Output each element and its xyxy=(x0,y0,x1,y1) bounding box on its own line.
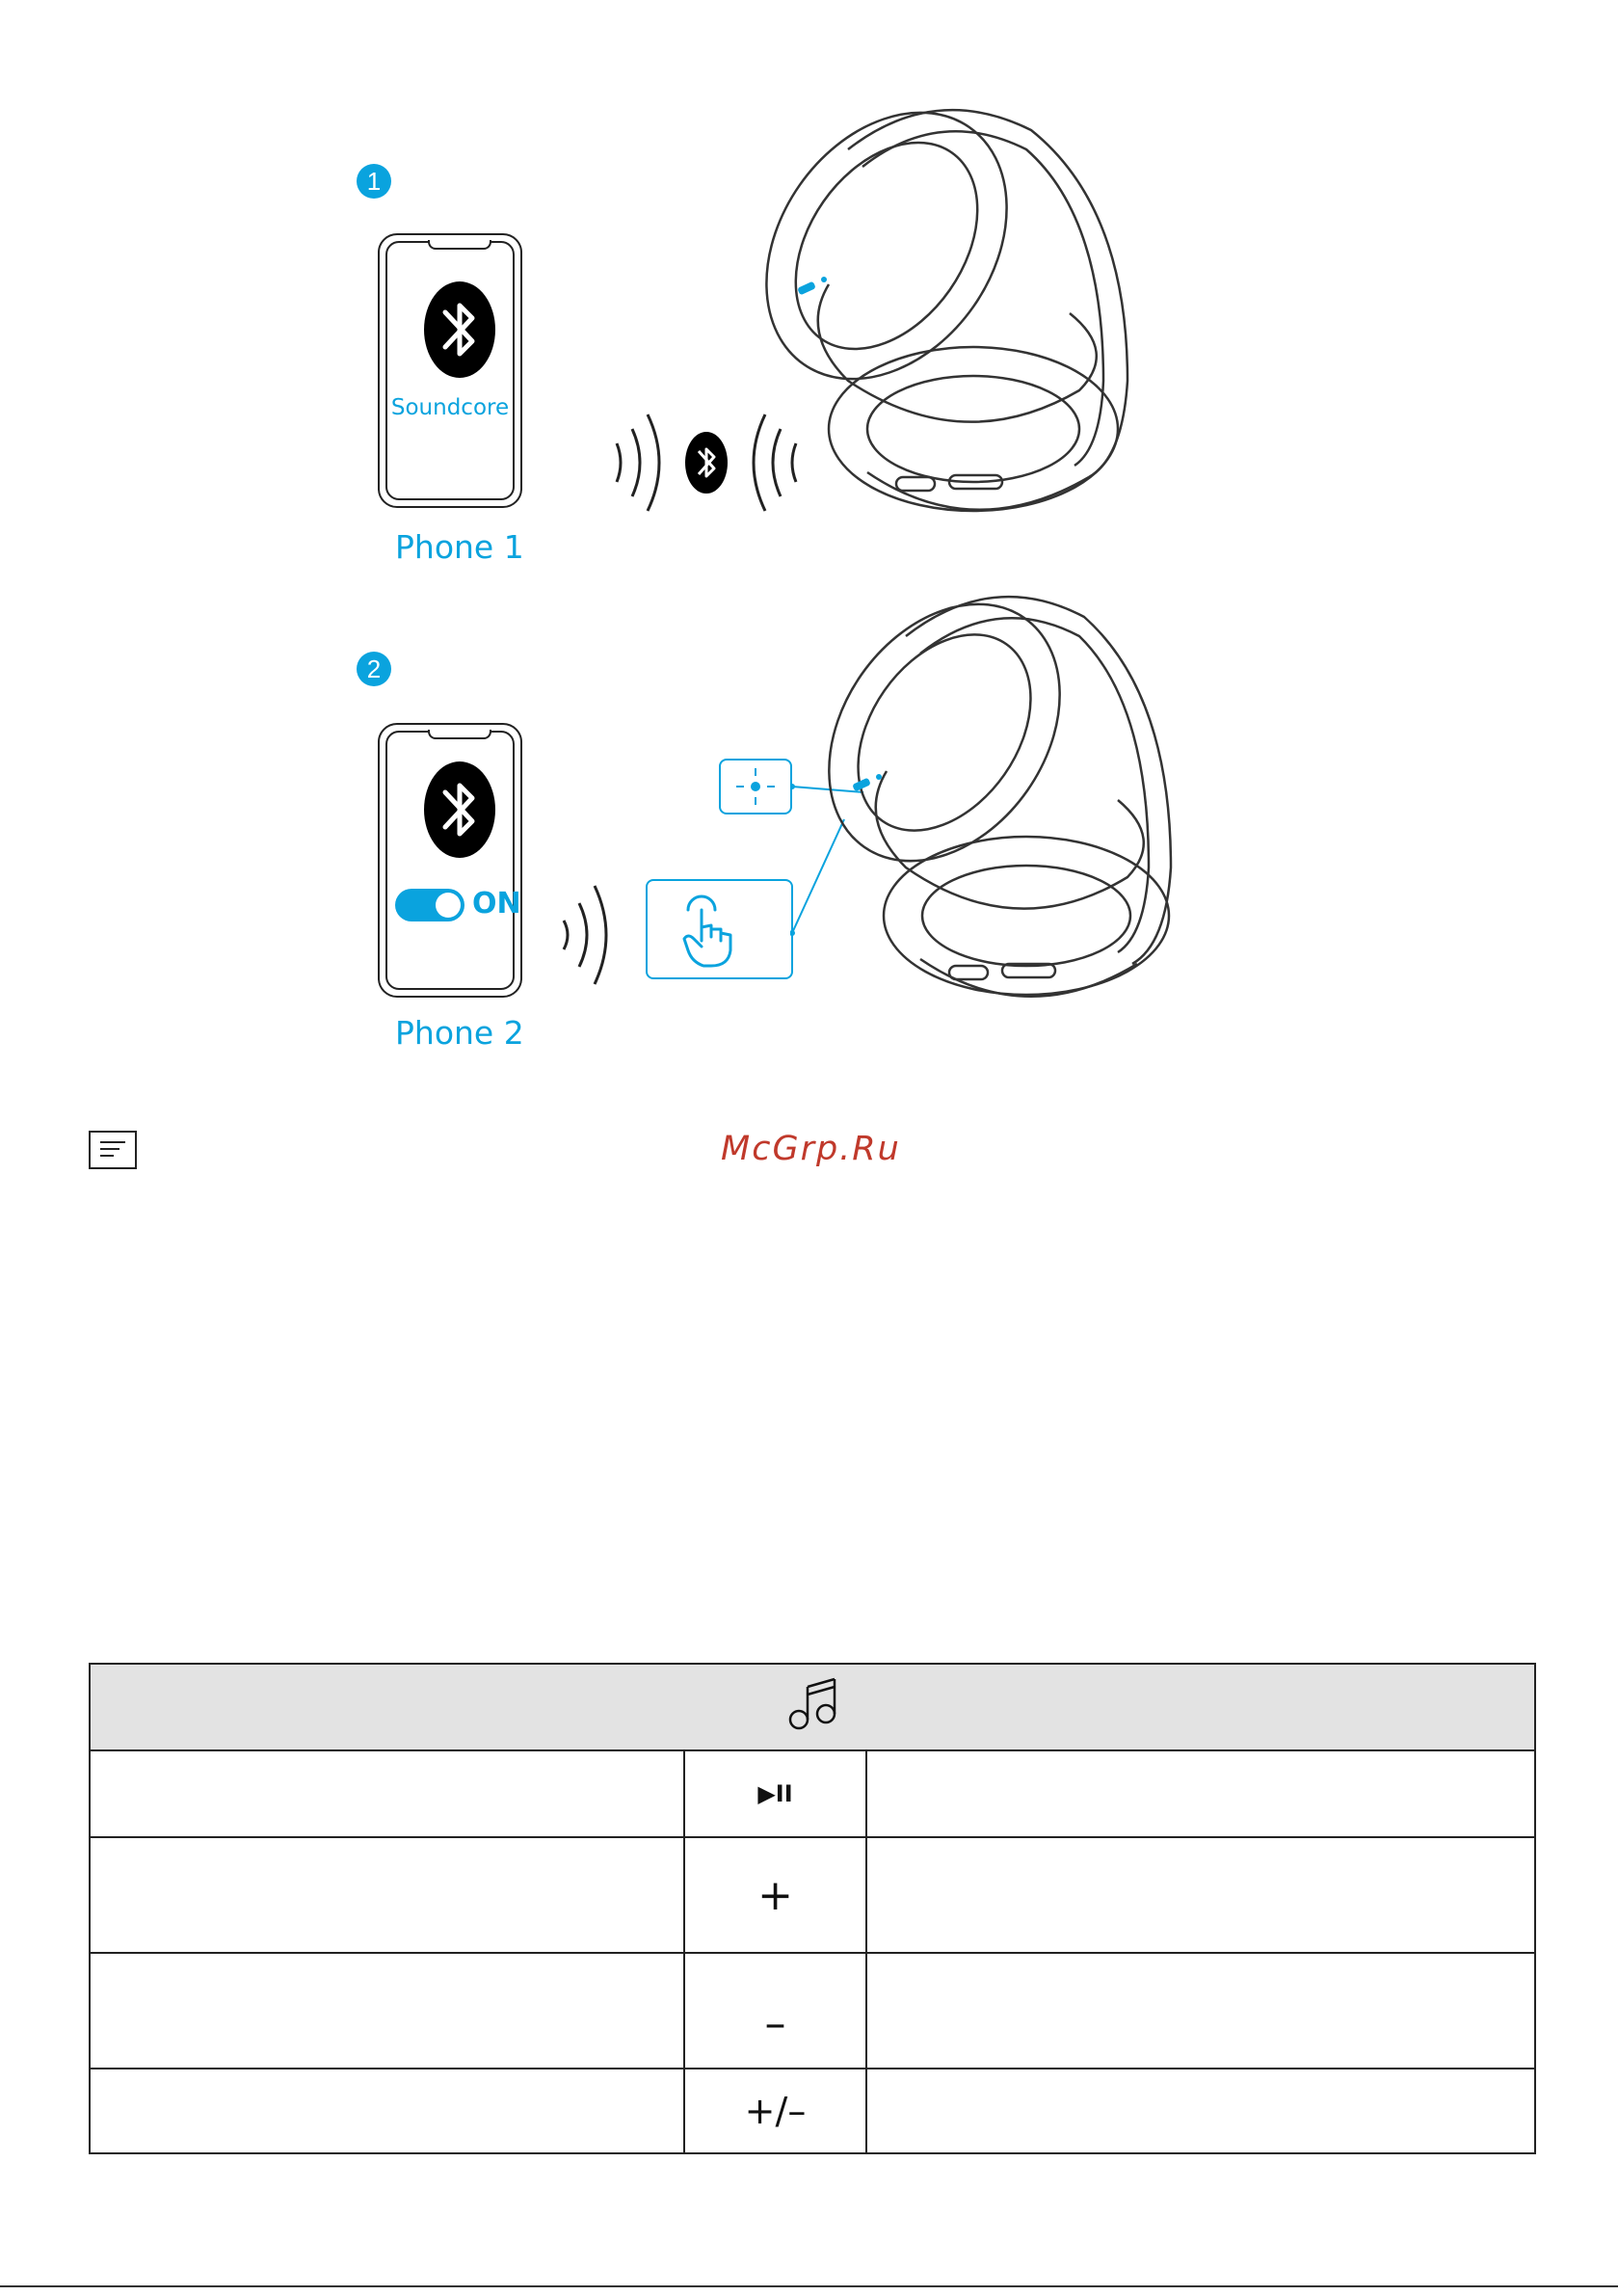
phone-1 xyxy=(378,233,522,508)
minus-icon: – xyxy=(684,1953,866,2069)
table-header-cell xyxy=(90,1664,1535,1750)
table-cell-action xyxy=(90,1837,684,1953)
note-icon xyxy=(89,1131,137,1169)
soundcore-app-label: Soundcore xyxy=(390,395,510,420)
step-2-number: 2 xyxy=(366,654,382,683)
table-cell-action xyxy=(90,1750,684,1837)
page-footer-rule xyxy=(0,2285,1618,2287)
watermark-text: McGrp.Ru xyxy=(721,1130,901,1168)
table-cell-operation xyxy=(866,1953,1535,2069)
table-row xyxy=(90,1953,1535,2069)
play-pause-icon: ▶II xyxy=(684,1750,866,1837)
table-cell-operation xyxy=(866,1750,1535,1837)
phone-1-screen xyxy=(385,241,515,500)
phone-1-label: Phone 1 xyxy=(395,528,524,566)
headphone-illustration-2 xyxy=(790,588,1195,1031)
bluetooth-icon xyxy=(424,281,495,378)
table-cell-operation xyxy=(866,2069,1535,2153)
table-row xyxy=(90,1837,1535,1953)
led-blinking-icon xyxy=(721,761,790,813)
phone-2 xyxy=(378,723,522,998)
table-cell-operation xyxy=(866,1837,1535,1953)
pairing-waves xyxy=(544,872,631,998)
step-2-badge xyxy=(357,652,391,686)
led-indicator-callout xyxy=(719,759,792,814)
controls-table xyxy=(89,1663,1536,2154)
phone-2-notch xyxy=(428,730,491,739)
table-row xyxy=(90,1750,1535,1837)
music-note-icon xyxy=(783,1675,841,1735)
phone-2-label: Phone 2 xyxy=(395,1014,524,1052)
plus-minus-icon: +/– xyxy=(684,2069,866,2153)
step-1-badge xyxy=(357,164,391,199)
headphone-illustration-1 xyxy=(742,92,1147,535)
bluetooth-icon xyxy=(424,761,495,858)
bluetooth-toggle xyxy=(395,889,464,921)
table-cell-action xyxy=(90,1953,684,2069)
step-1-number: 1 xyxy=(366,166,382,196)
table-row xyxy=(90,2069,1535,2153)
table-header-row xyxy=(90,1664,1535,1750)
press-button-callout xyxy=(646,879,793,979)
toggle-knob xyxy=(436,893,461,918)
toggle-on-label: ON xyxy=(472,887,521,921)
plus-icon: + xyxy=(684,1837,866,1953)
phone-1-notch xyxy=(428,240,491,250)
hand-press-icon xyxy=(648,881,790,977)
table-cell-action xyxy=(90,2069,684,2153)
phone-2-screen xyxy=(385,731,521,990)
